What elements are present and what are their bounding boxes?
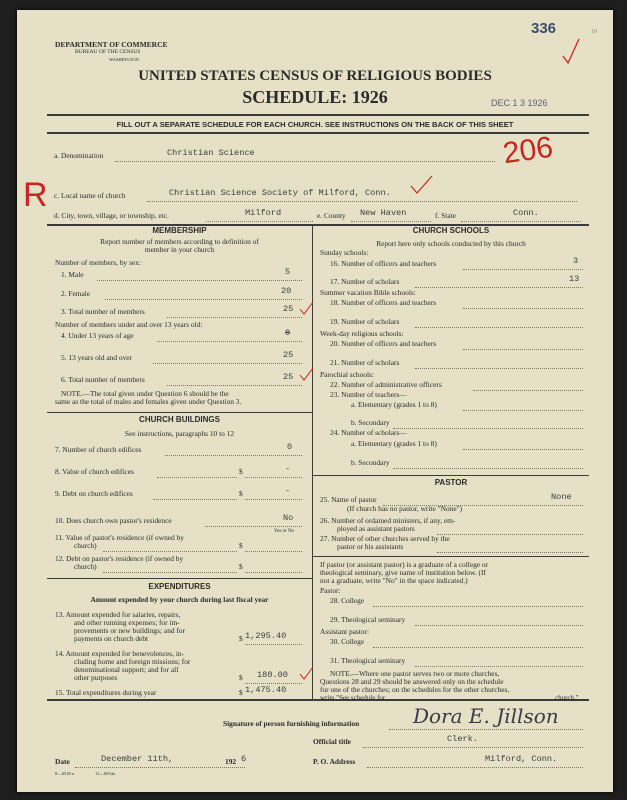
expenditures-heading: EXPENDITURES (148, 582, 211, 591)
denomination-value: Christian Science (167, 148, 255, 158)
q11-dollar: $ (239, 541, 243, 550)
q6-value: 25 (283, 372, 294, 382)
buildings-top-rule (47, 412, 312, 413)
q14-line3: denominational support; and for all (74, 665, 179, 674)
print-number: 11—6034a (95, 771, 115, 776)
schools-heading: CHURCH SCHOOLS (412, 226, 490, 235)
q12-dollar: $ (239, 562, 243, 571)
received-date-stamp: DEC 1 3 1926 (491, 98, 548, 108)
form-number: 8—6518 a (55, 771, 74, 776)
year-prefix: 192 (225, 757, 237, 766)
q24-label: 24. Number of scholars— (330, 428, 407, 437)
q12-label-line1: 12. Debt on pastor's residence (if owned by (55, 554, 184, 563)
q8-dollar: $ (239, 467, 243, 476)
q22-label: 22. Number of administrative officers (330, 380, 442, 389)
schedule-title: SCHEDULE: 1926 (242, 87, 388, 107)
schools-sub: Report here only schools conducted by this church (376, 239, 526, 248)
q27-line2: pastor or his assistants (337, 542, 404, 551)
banner-top-rule (47, 114, 589, 116)
date-label: Date (55, 757, 70, 766)
q2-label: 2. Female (61, 289, 91, 298)
serial-number-stamp: 336 (531, 20, 557, 37)
graduate-line2: theological seminary, give name of institution below. (If (320, 568, 486, 577)
under-over-label: Number of members under and over 13 years old: (55, 320, 203, 329)
q10-value: No (283, 513, 294, 523)
q14-value: 180.00 (257, 670, 288, 680)
local-name-label: c. Local name of church (54, 191, 126, 200)
po-address-label: P. O. Address (313, 757, 356, 766)
q25-value: None (551, 492, 572, 502)
red-check-q14 (299, 665, 315, 681)
corner-number: 10 (591, 29, 597, 35)
po-address-value: Milford, Conn. (485, 754, 558, 764)
date-value: December 11th, (101, 754, 174, 764)
summer-label: Summer vacation Bible schools: (320, 288, 416, 297)
q17-label: 17. Number of scholars (330, 277, 400, 286)
asst-pastor-subhead: Assistant pastor: (320, 627, 370, 636)
official-title-label: Official title (313, 737, 351, 746)
red-check-q3 (299, 300, 315, 316)
pastor-note5: church." (555, 694, 579, 702)
red-check-q6 (299, 366, 315, 382)
q4-label: 4. Under 13 years of age (61, 331, 134, 340)
city-label: WASHINGTON (109, 57, 139, 62)
q15-label: 15. Total expenditures during year (55, 688, 157, 697)
q23-label: 23. Number of teachers— (330, 390, 407, 399)
buildings-sub: See instructions, paragraphs 10 to 12 (124, 429, 235, 438)
year-digit: 6 (241, 754, 247, 764)
q10-label: 10. Does church own pastor's residence (55, 516, 172, 525)
q15-value: 1,475.40 (245, 685, 287, 695)
q13-dollar: $ (239, 634, 243, 643)
official-title-value: Clerk. (447, 734, 478, 744)
pastor-top-rule (313, 475, 589, 476)
q13-line3: provements or new buildings; and for (74, 626, 186, 635)
graduate-top-rule (313, 556, 589, 557)
banner-bottom-rule (47, 132, 589, 134)
q9-value: - (285, 486, 291, 496)
county-value: New Haven (360, 208, 407, 218)
q3-label: 3. Total number of members (61, 307, 145, 316)
q25-label: 25. Name of pastor (320, 495, 377, 504)
q12-label-line2: church) (74, 562, 97, 571)
q8-label: 8. Value of church edifices (55, 467, 134, 476)
denomination-label: a. Denomination (54, 151, 104, 160)
pastor-subhead: Pastor: (320, 586, 341, 595)
q27-line1: 27. Number of other churches served by the (320, 534, 450, 543)
buildings-heading: CHURCH BUILDINGS (139, 415, 220, 424)
q9-label: 9. Debt on church edifices (55, 489, 133, 498)
q14-dollar: $ (239, 673, 243, 682)
q14-line1: 14. Amount expended for benevolences, in- (55, 649, 185, 658)
red-handwritten-number: 206 (500, 130, 556, 171)
q23a-label: a. Elementary (grades 1 to 8) (351, 400, 437, 409)
q6-label: 6. Total number of members (61, 375, 145, 384)
pastor-note2: Questions 28 and 29 should be answered only on the schedule (320, 677, 504, 686)
q24a-label: a. Elementary (grades 1 to 8) (351, 439, 437, 448)
q15-dollar: $ (239, 688, 243, 697)
pastor-note1: NOTE.—Where one pastor serves two or more churches, (330, 669, 500, 678)
county-label: e. County (317, 211, 346, 220)
state-label: f. State (435, 211, 456, 220)
q18-label: 18. Number of officers and teachers (330, 298, 437, 307)
weekday-label: Week-day religious schools: (320, 329, 404, 338)
membership-heading: MEMBERSHIP (152, 226, 207, 235)
q2-value: 20 (281, 286, 292, 296)
q13-value: 1,295.40 (245, 631, 287, 641)
q13-line1: 13. Amount expended for salaries, repairs, (55, 610, 181, 619)
sunday-label: Sunday schools: (320, 248, 369, 257)
q4-value: 0 (285, 328, 291, 338)
q31-label: 31. Theological seminary (330, 656, 406, 665)
q16-value: 3 (573, 256, 579, 266)
q14-line2: cluding home and foreign missions; for (74, 657, 191, 666)
q3-value: 25 (283, 304, 294, 314)
red-check-mark-top (561, 36, 581, 66)
q14-line4: other purposes (74, 673, 118, 682)
q7-label: 7. Number of church edifices (55, 445, 142, 454)
q13-line2: and other running expenses; for im- (74, 618, 180, 627)
expenditures-top-rule (47, 578, 312, 579)
instruction-banner: FILL OUT A SEPARATE SCHEDULE FOR EACH CHURCH. SEE INSTRUCTIONS ON THE BACK OF THIS SHEET (116, 120, 514, 129)
q11-label-line2: church) (74, 541, 97, 550)
q17-value: 13 (569, 274, 580, 284)
q8-value: - (285, 464, 291, 474)
q21-label: 21. Number of scholars (330, 358, 400, 367)
q13-line4: payments on church debt (74, 634, 149, 643)
q11-label-line1: 11. Value of pastor's residence (if owned by (55, 533, 184, 542)
signature-label: Signature of person furnishing information (223, 719, 360, 728)
q9-dollar: $ (239, 489, 243, 498)
q16-label: 16. Number of officers and teachers (330, 259, 437, 268)
q7-value: 0 (287, 442, 293, 452)
membership-note2: same as the total of males and females given under Question 3. (55, 397, 242, 406)
q5-label: 5. 13 years old and over (61, 353, 133, 362)
graduate-line3: not a graduate, write "No" in the space indicated.) (320, 576, 468, 585)
q5-value: 25 (283, 350, 294, 360)
city-value: Milford (245, 208, 282, 218)
q26-line2: ployed as assistant pastors (337, 524, 415, 533)
pastor-heading: PASTOR (434, 478, 468, 487)
census-schedule-sheet (17, 10, 613, 792)
membership-sub2: member in your church (144, 245, 215, 254)
parochial-label: Parochial schools: (320, 370, 374, 379)
q25-instruction: (If church has no pastor, write "None") (347, 504, 463, 513)
q20-label: 20. Number of officers and teachers (330, 339, 437, 348)
yes-no-caption: Yes or No (274, 529, 295, 534)
graduate-line1: If pastor (or assistant pastor) is a graduate of a college or (320, 560, 489, 569)
membership-note1: NOTE.—The total given under Question 6 should be the (61, 389, 229, 398)
column-divider (312, 224, 313, 699)
red-check-mark-state (409, 174, 435, 196)
expenditures-sub: Amount expended by your church during last fiscal year (90, 595, 269, 604)
q23b-label: b. Secondary (351, 418, 390, 427)
bureau-label: BUREAU OF THE CENSUS (75, 49, 141, 55)
city-label-field: d. City, town, village, or township, etc. (54, 211, 169, 220)
q24b-label: b. Secondary (351, 458, 390, 467)
red-handwritten-letter: R (23, 176, 48, 214)
department-label: DEPARTMENT OF COMMERCE (55, 40, 168, 49)
q1-value: 5 (285, 267, 291, 277)
pastor-note3: for one of the churches; on the schedules for the other churches, (320, 685, 510, 694)
by-sex-label: Number of members, by sex: (55, 258, 141, 267)
membership-sub1: Report number of members according to definition of (100, 237, 259, 246)
form-title: UNITED STATES CENSUS OF RELIGIOUS BODIES (138, 68, 492, 84)
q28-label: 28. College (330, 596, 365, 605)
local-name-value: Christian Science Society of Milford, Conn. (169, 188, 391, 198)
state-value: Conn. (513, 208, 539, 218)
q29-label: 29. Theological seminary (330, 615, 406, 624)
signature-value: Dora E. Jillson (413, 704, 559, 728)
q30-label: 30. College (330, 637, 365, 646)
q19-label: 19. Number of scholars (330, 317, 400, 326)
section-bottom-rule (47, 699, 589, 701)
pastor-note4: write "See schedule for (320, 694, 386, 702)
q1-label: 1. Male (61, 270, 84, 279)
q26-line1: 26. Number of ordained ministers, if any, em- (320, 516, 456, 525)
